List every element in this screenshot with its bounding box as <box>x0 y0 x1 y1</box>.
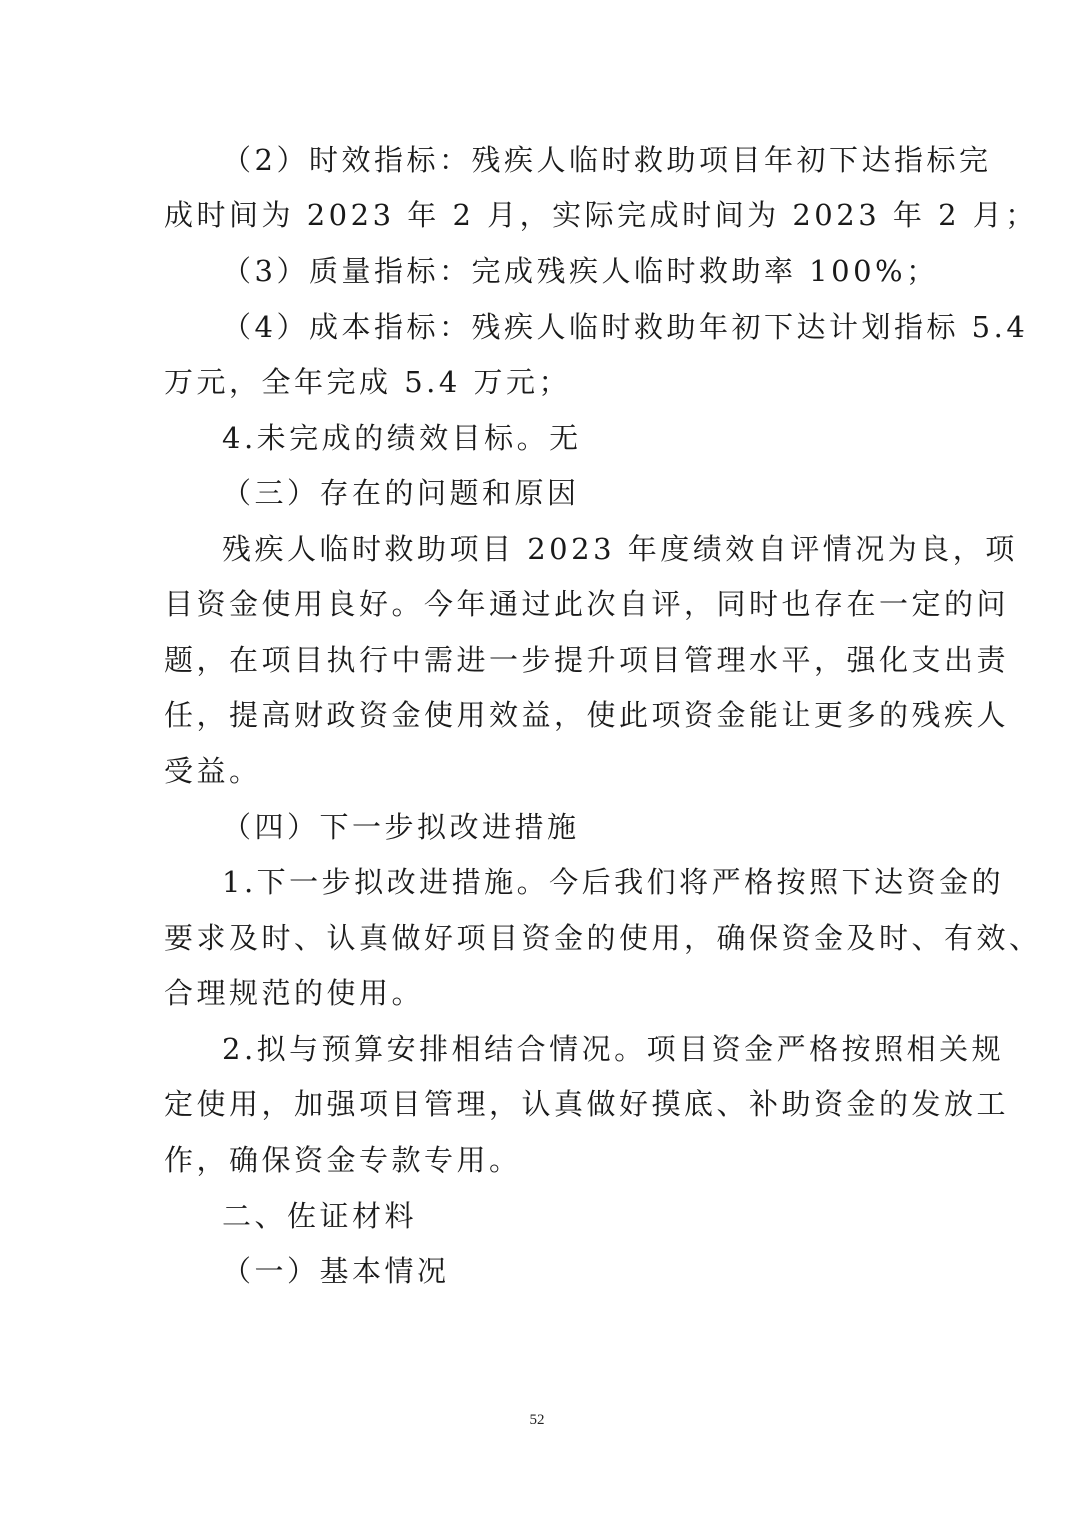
text-line: 定使用，加强项目管理，认真做好摸底、补助资金的发放工 <box>164 1087 1010 1121</box>
section-heading: （一）基本情况 <box>222 1254 450 1288</box>
text-line: 受益。 <box>164 754 262 788</box>
text-line: 2.拟与预算安排相结合情况。项目资金严格按照相关规 <box>222 1032 1005 1066</box>
text-line: （2）时效指标：残疾人临时救助项目年初下达指标完 <box>222 143 992 177</box>
section-heading: （三）存在的问题和原因 <box>222 476 580 510</box>
text-line: 目资金使用良好。今年通过此次自评，同时也存在一定的问 <box>164 587 1010 621</box>
text-line: 任，提高财政资金使用效益，使此项资金能让更多的残疾人 <box>164 698 1010 732</box>
section-heading: （四）下一步拟改进措施 <box>222 810 580 844</box>
text-line: 万元，全年完成 5.4 万元； <box>164 365 572 399</box>
text-line: 成时间为 2023 年 2 月，实际完成时间为 2023 年 2 月； <box>164 198 1038 232</box>
text-line: （3）质量指标：完成残疾人临时救助率 100%； <box>222 254 939 288</box>
page-number: 52 <box>529 1412 545 1428</box>
section-heading: 二、佐证材料 <box>222 1199 418 1233</box>
text-line: 题，在项目执行中需进一步提升项目管理水平，强化支出责 <box>164 643 1010 677</box>
text-line: 残疾人临时救助项目 2023 年度绩效自评情况为良，项 <box>222 532 1018 566</box>
text-line: （4）成本指标：残疾人临时救助年初下达计划指标 5.4 <box>222 310 1029 344</box>
text-line: 作，确保资金专款专用。 <box>164 1143 522 1177</box>
text-line: 1.下一步拟改进措施。今后我们将严格按照下达资金的 <box>222 865 1005 899</box>
text-line: 要求及时、认真做好项目资金的使用，确保资金及时、有效、 <box>164 921 1042 955</box>
text-line: 4.未完成的绩效目标。无 <box>222 421 582 455</box>
text-line: 合理规范的使用。 <box>164 976 425 1010</box>
